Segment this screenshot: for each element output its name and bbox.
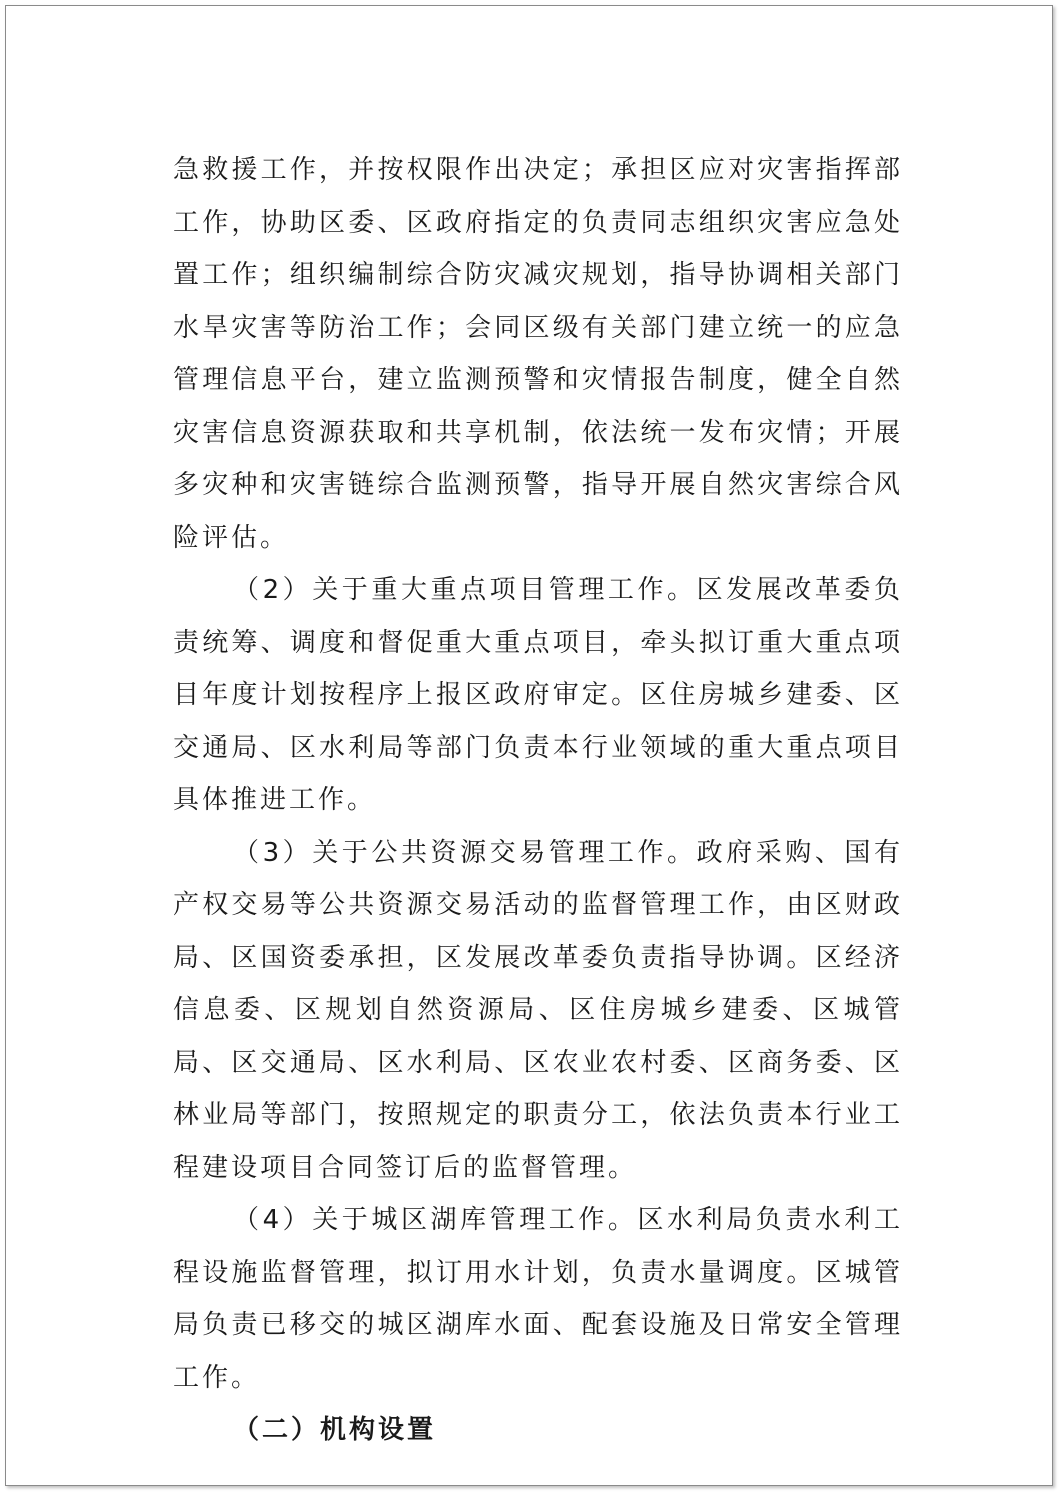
paragraph-urban-lakes: （4）关于城区湖库管理工作。区水利局负责水利工程设施监督管理，拟订用水计划，负责水量调度。区城管局负责已移交的城区湖库水面、配套设施及日常安全管理工作。 (173, 1205, 903, 1393)
section-heading-organization: （二）机构设置 (233, 1415, 437, 1445)
document-body (173, 144, 903, 1457)
document-page (5, 5, 1053, 1486)
paragraph-major-projects: （2）关于重大重点项目管理工作。区发展改革委负责统筹、调度和督促重大重点项目，牵头拟订重大重点项目年度计划按程序上报区政府审定。区住房城乡建委、区交通局、区水利局等部门负责本行业领域的重大重点项目具体推进工作。 (173, 575, 903, 815)
paragraph-continuation: 急救援工作，并按权限作出决定；承担区应对灾害指挥部工作，协助区委、区政府指定的负责同志组织灾害应急处置工作；组织编制综合防灾减灾规划，指导协调相关部门水旱灾害等防治工作；会同区级有关部门建立统一的应急管理信息平台，建立监测预警和灾情报告制度，健全自然灾害信息资源获取和共享机制，依法统一发布灾情；开展多灾种和灾害链综合监测预警，指导开展自然灾害综合风险评估。 (173, 155, 903, 553)
paragraph-public-resource-trading: （3）关于公共资源交易管理工作。政府采购、国有产权交易等公共资源交易活动的监督管理工作，由区财政局、区国资委承担，区发展改革委负责指导协调。区经济信息委、区规划自然资源局、区住房城乡建委、区城管局、区交通局、区水利局、区农业农村委、区商务委、区林业局等部门，按照规定的职责分工，依法负责本行业工程建设项目合同签订后的监督管理。 (173, 837, 903, 1183)
